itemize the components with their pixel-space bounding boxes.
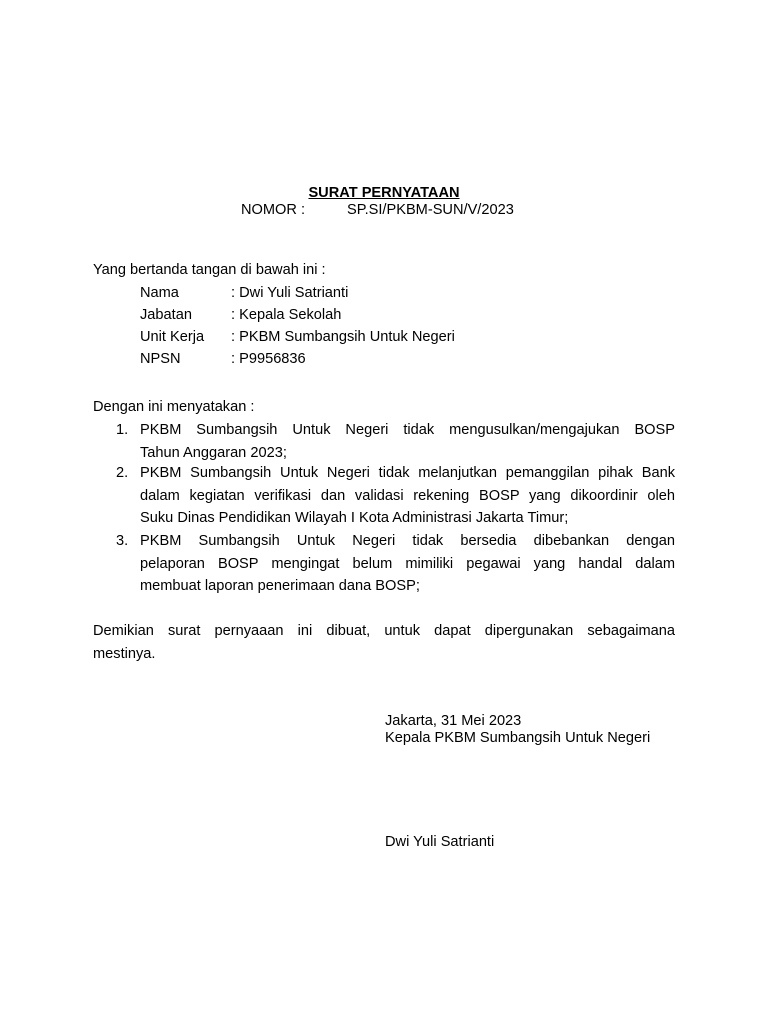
statement-number-1: 1. xyxy=(116,422,129,438)
statement-1-line: PKBM Sumbangsih Untuk Negeri tidak mengusulkan/mengajukan BOSP xyxy=(140,422,675,438)
statement-3-line: membuat laporan penerimaan dana BOSP; xyxy=(140,578,420,595)
declaration-intro: Dengan ini menyatakan : xyxy=(93,399,255,415)
identity-label-nama: Nama xyxy=(140,285,179,301)
signature-name: Dwi Yuli Satrianti xyxy=(385,834,495,850)
statement-2-line: dalam kegiatan verifikasi dan validasi rekening BOSP yang dikoordinir oleh xyxy=(140,487,675,504)
document-title: SURAT PERNYATAAN xyxy=(308,185,460,201)
closing-paragraph xyxy=(93,620,675,665)
statement-number-2: 2. xyxy=(116,465,129,481)
nomor-value: SP.SI/PKBM-SUN/V/2023 xyxy=(347,202,514,218)
identity-value-npsn: : P9956836 xyxy=(231,351,306,367)
statement-2 xyxy=(140,462,675,530)
statement-3-line: PKBM Sumbangsih Untuk Negeri tidak bersedia dibebankan dengan xyxy=(140,533,675,549)
identity-label-npsn: NPSN xyxy=(140,351,181,367)
nomor-label: NOMOR : xyxy=(241,202,306,218)
statement-1 xyxy=(140,419,675,464)
statement-2-line: PKBM Sumbangsih Untuk Negeri tidak melanjutkan pemanggilan pihak Bank xyxy=(140,465,675,481)
closing-line: mestinya. xyxy=(93,645,156,662)
identity-label-jabatan: Jabatan xyxy=(140,307,192,323)
closing-line: Demikian surat pernyaaan ini dibuat, untuk dapat dipergunakan sebagaimana xyxy=(93,623,675,639)
signature-place-date: Jakarta, 31 Mei 2023 xyxy=(385,713,522,729)
statement-1-line: Tahun Anggaran 2023; xyxy=(140,444,287,461)
intro-text: Yang bertanda tangan di bawah ini : xyxy=(93,262,326,278)
statement-2-line: Suku Dinas Pendidikan Wilayah I Kota Administrasi Jakarta Timur; xyxy=(140,510,569,527)
identity-value-nama: : Dwi Yuli Satrianti xyxy=(231,285,349,301)
identity-label-unit-kerja: Unit Kerja xyxy=(140,329,205,345)
identity-value-jabatan: : Kepala Sekolah xyxy=(231,307,342,323)
statement-3 xyxy=(140,530,675,598)
identity-value-unit-kerja: : PKBM Sumbangsih Untuk Negeri xyxy=(231,329,455,345)
statement-number-3: 3. xyxy=(116,533,129,549)
statement-3-line: pelaporan BOSP mengingat belum mimiliki pegawai yang handal dalam xyxy=(140,555,675,572)
signature-role: Kepala PKBM Sumbangsih Untuk Negeri xyxy=(385,730,651,746)
